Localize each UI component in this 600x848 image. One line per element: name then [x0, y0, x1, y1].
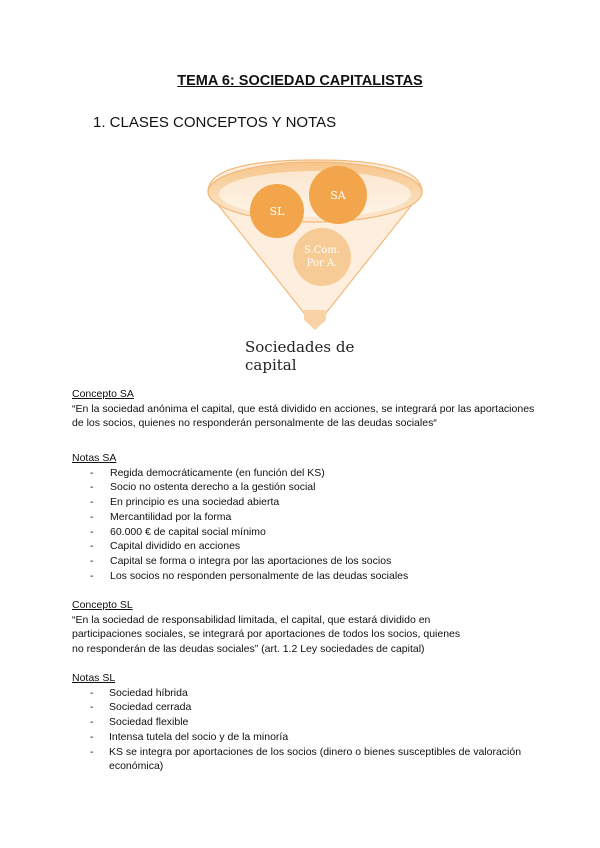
notes-sl — [72, 671, 542, 774]
section-heading: 1. CLASES CONCEPTOS Y NOTAS — [93, 114, 337, 131]
funnel-spout-arrow — [304, 310, 326, 330]
concept-sl — [72, 598, 462, 657]
list-item: - Mercantilidad por la forma — [90, 510, 232, 523]
list-item: - Regida democráticamente (en función del KS) — [90, 466, 325, 479]
concept-sa-label: Concepto SA — [72, 388, 134, 400]
list-item: - Sociedad híbrida — [90, 686, 188, 699]
concept-sa — [72, 387, 542, 431]
list-item: - Capital se forma o integra por las aportaciones de los socios — [90, 554, 392, 567]
notes-sa-list — [72, 466, 542, 584]
diagram-caption: Sociedades de capital — [245, 338, 355, 374]
list-item: - Sociedad flexible — [90, 716, 189, 729]
circle-scom — [293, 228, 351, 286]
list-item: - Intensa tutela del socio y de la minoría — [90, 730, 289, 743]
list-item: - En principio es una sociedad abierta — [90, 496, 280, 509]
list-item: - Capital dividido en acciones — [90, 540, 241, 553]
list-item: - KS se integra por aportaciones de los socios (dinero o bienes susceptibles de valoración económica) — [90, 745, 522, 773]
circle-sl-label: SL — [269, 205, 285, 218]
circle-scom-label-2: Por A. — [306, 258, 338, 269]
circle-scom-label-1: S.Com. — [303, 245, 341, 256]
notes-sa — [72, 451, 542, 583]
concept-sl-label: Concepto SL — [72, 599, 133, 611]
list-item: - Los socios no responden personalmente de las deudas sociales — [90, 569, 409, 582]
circle-sa-label: SA — [330, 189, 346, 202]
concept-sa-text: “En la sociedad anónima el capital, que está dividido en acciones, se integrará por las aportaciones de los socios, quienes no responderán personalmente de las deudas sociales“ — [72, 402, 535, 430]
list-item: - Sociedad cerrada — [90, 701, 192, 714]
list-item: - Socio no ostenta derecho a la gestión social — [90, 481, 316, 494]
notes-sl-label: Notas SL — [72, 672, 116, 684]
list-item: - 60.000 € de capital social mínimo — [90, 525, 266, 538]
notes-sl-list — [72, 686, 542, 774]
notes-sa-label: Notas SA — [72, 452, 117, 464]
page-title: TEMA 6: SOCIEDAD CAPITALISTAS — [177, 73, 423, 89]
concept-sl-text: “En la sociedad de responsabilidad limitada, el capital, que estará dividido en participaciones sociales, se integrará por aportaciones de todos los socios, quienes no responderán de las deudas sociales” (art. 1.2 Ley sociedades de capital) — [72, 613, 461, 656]
